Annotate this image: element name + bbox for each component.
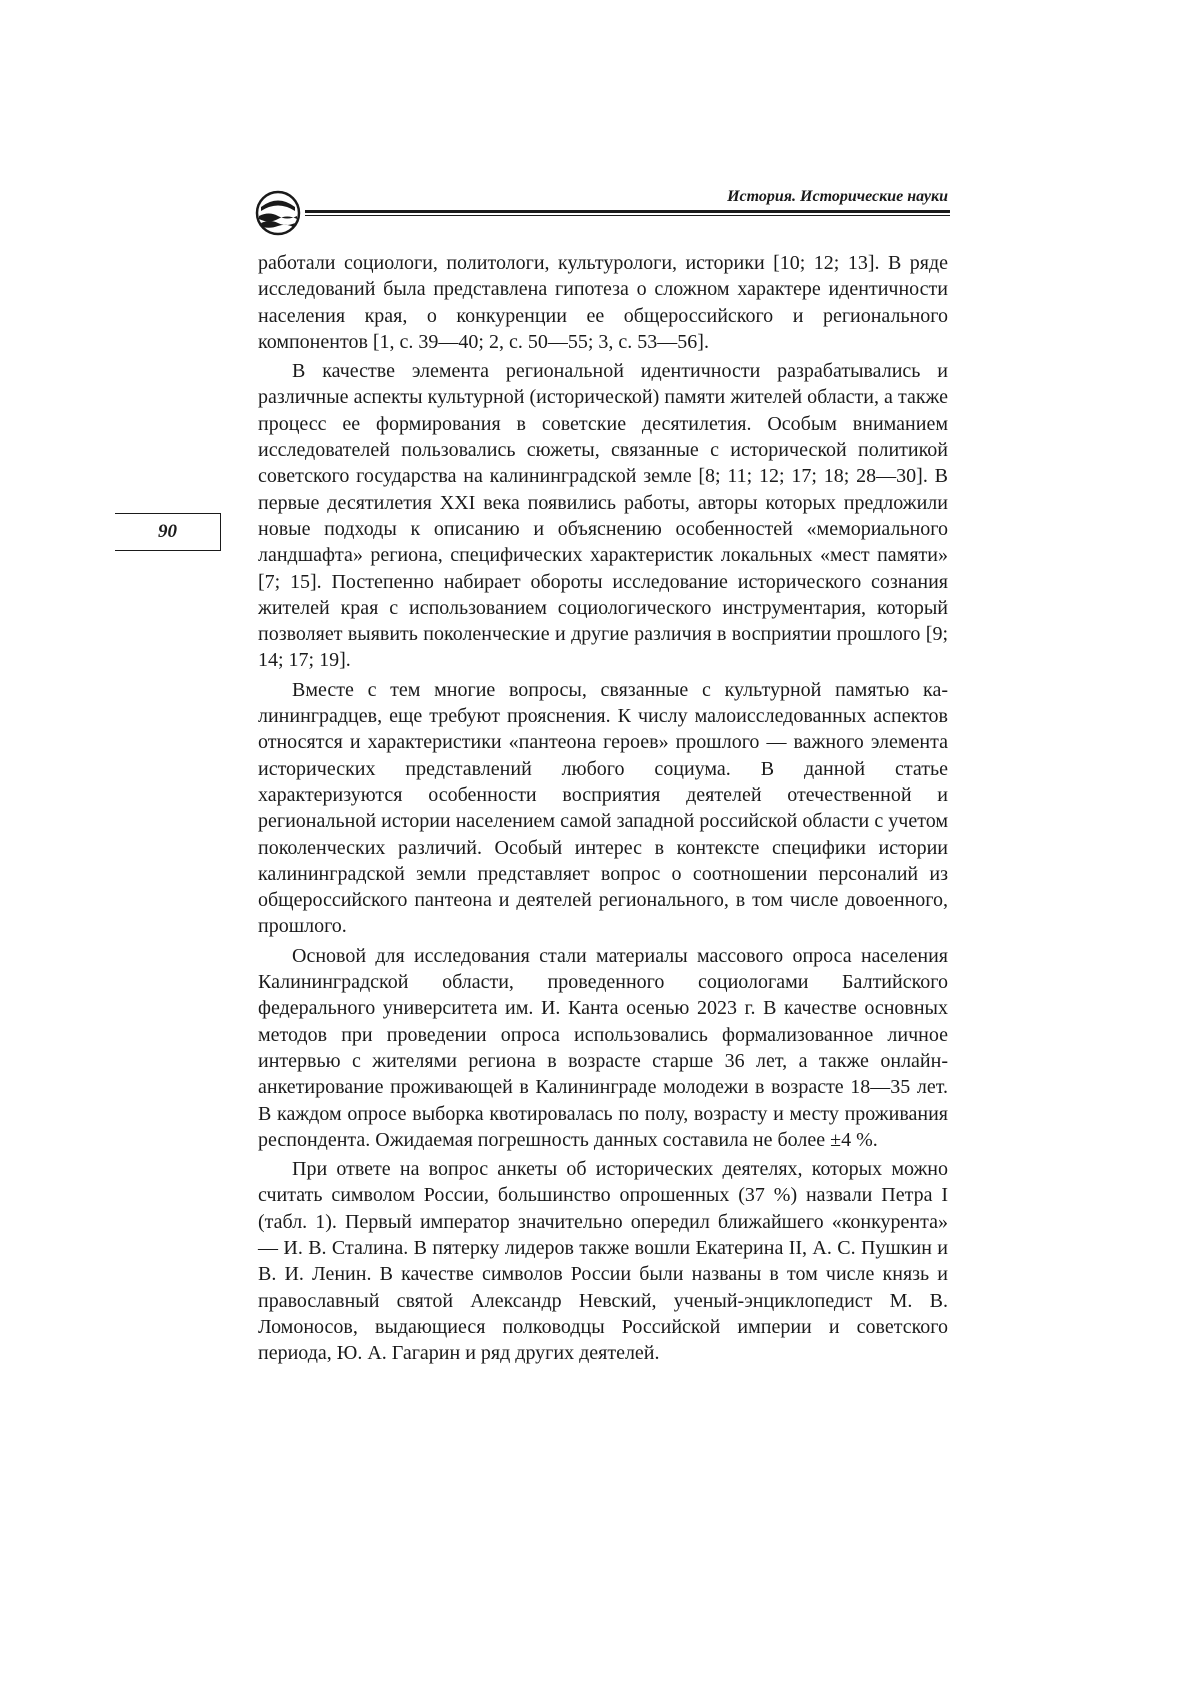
paragraph: работали социологи, политологи, культурологи, историки [10; 12; 13]. В ряде исследований была представлена гипотеза о сложном характере идентичности населения края, о конкуренции ее общероссийского и регионального компонентов [1, с. 39—40; 2, с. 50—55; 3, с. 53—56]. — [258, 252, 948, 353]
paragraph: Основой для исследования стали материалы массового опроса населения Калининградской области, проведенного социологами Балтийского федерального университета им. И. Канта осенью 2023 г. В качестве основных методов при проведении опроса использовались формализованное личное интервью с жителями региона в возрасте старше 36 лет, а также онлайн-анкетирование проживающей в Калининграде молодежи в возрасте 18—35 лет. В каждом опросе выборка квотировалась по полу, возрасту и месту проживания респондента. Ожидаемая погрешность данных составила не более ±4 %. — [258, 944, 948, 1151]
page-number: 90 — [115, 513, 221, 551]
header-rule-thin — [305, 215, 950, 216]
paragraph: Вместе с тем многие вопросы, связанные с культурной памятью калининградцев, еще требуют прояснения. К числу малоисследованных аспектов относятся и характеристики «пантеона героев» прошлого — важного элемента исторических представлений любого социума. В данной статье характеризуются особенности восприятия деятелей отечественной и региональной истории населением самой западной российской области с учетом поколенческих различий. Особый интерес в контексте специфики истории калининградской земли представляет вопрос о соотношении персоналий из общероссийского пантеона и деятелей регионального, в том числе довоенного, прошлого. — [258, 678, 948, 938]
body-text — [258, 250, 948, 1366]
paragraph: При ответе на вопрос анкеты об исторических деятелях, которых можно считать символом России, большинство опрошенных (37 %) назвали Петра I (табл. 1). Первый император значительно опередил ближайшего «конкурента» — И. В. Сталина. В пятерку лидеров также вошли Екатерина II, А. С. Пушкин и В. И. Ленин. В качестве символов России были названы в том числе князь и православный святой Александр Невский, ученый-энциклопедист М. В. Ломоносов, выдающиеся полководцы Российской империи и советского периода, Ю. А. Гагарин и ряд других деятелей. — [258, 1158, 948, 1365]
header-rule — [305, 210, 950, 213]
running-head: История. Исторические науки — [727, 188, 948, 205]
journal-logo-icon — [255, 190, 301, 236]
paragraph: В качестве элемента региональной идентичности разрабатывались и различные аспекты культурной (исторической) памяти жителей области, а также процесс ее формирования в советские десятилетия. Особым вниманием исследователей пользовались сюжеты, связанные с исторической политикой советского государства на калининградской земле [8; 11; 12; 17; 18; 28—30]. В первые десятилетия XXI века появились работы, авторы которых предложили новые подходы к описанию и объяснению особенностей «мемориального ландшафта» региона, специфических характеристик локальных «мест памяти» [7; 15]. Постепенно набирает обороты исследование исторического сознания жителей края с использованием социологического инструментария, который позволяет выявить поколенческие и другие различия в восприятии прошлого [9; 14; 17; 19]. — [258, 360, 948, 672]
